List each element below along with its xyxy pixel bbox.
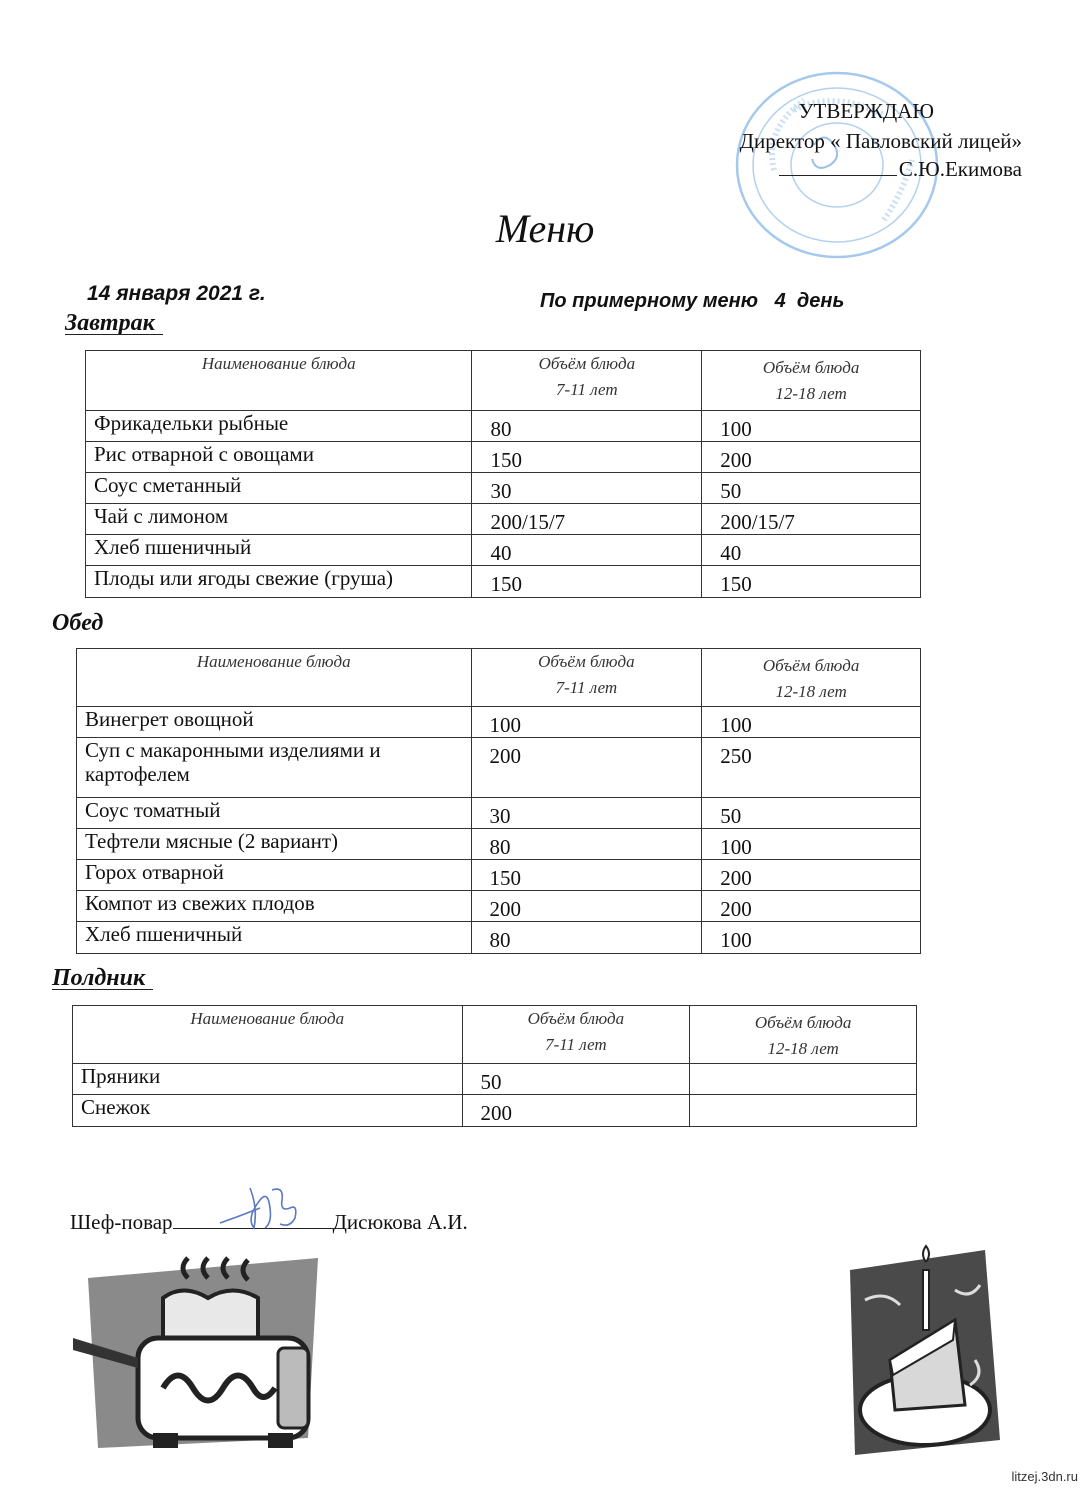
dish-name: Рис отварной с овощами — [86, 442, 472, 473]
cake-illustration — [835, 1240, 1005, 1465]
approval-name: С.Ю.Екимова — [898, 157, 1022, 181]
dish-name: Винегрет овощной — [77, 707, 472, 738]
table-row — [86, 504, 921, 535]
volume-12-18 — [690, 1064, 917, 1095]
header-volume-12-18: Объём блюда 12-18 лет — [702, 649, 921, 707]
table-row — [77, 860, 921, 891]
dish-name: Хлеб пшеничный — [77, 922, 472, 954]
volume-12-18: 100 — [702, 922, 921, 954]
menu-basis: По примерному меню 4 день — [540, 290, 845, 312]
table-row — [86, 411, 921, 442]
approval-heading: УТВЕРЖДАЮ — [798, 99, 934, 123]
section-title-breakfast: Завтрак — [65, 310, 155, 336]
table-header-row — [86, 351, 921, 411]
volume-7-11: 200/15/7 — [472, 504, 702, 535]
table-row — [77, 829, 921, 860]
approval-block — [740, 96, 1022, 184]
table-row — [77, 922, 921, 954]
table-row — [77, 891, 921, 922]
volume-7-11: 100 — [471, 707, 702, 738]
dish-name: Соус томатный — [77, 798, 472, 829]
dish-name: Фрикадельки рыбные — [86, 411, 472, 442]
chef-label: Шеф-повар — [70, 1210, 173, 1234]
volume-7-11: 80 — [471, 829, 702, 860]
menu-date: 14 января 2021 г. — [87, 282, 266, 305]
dish-name: Хлеб пшеничный — [86, 535, 472, 566]
breakfast-table — [85, 350, 921, 598]
dish-name: Горох отварной — [77, 860, 472, 891]
header-dish-name: Наименование блюда — [77, 649, 472, 707]
table-row — [73, 1095, 917, 1127]
volume-7-11: 200 — [471, 891, 702, 922]
dish-name: Тефтели мясные (2 вариант) — [77, 829, 472, 860]
table-row — [86, 473, 921, 504]
table-row — [77, 738, 921, 798]
volume-7-11: 200 — [462, 1095, 690, 1127]
dish-name: Пряники — [73, 1064, 463, 1095]
volume-7-11: 40 — [472, 535, 702, 566]
chef-name: Дисюкова А.И. — [332, 1210, 468, 1234]
header-dish-name: Наименование блюда — [86, 351, 472, 411]
approval-position: Директор « Павловский лицей» — [739, 129, 1022, 153]
volume-7-11: 50 — [462, 1064, 690, 1095]
header-volume-7-11: Объём блюда 7-11 лет — [462, 1006, 690, 1064]
page-title: Меню — [495, 206, 595, 251]
volume-12-18: 50 — [702, 473, 921, 504]
volume-7-11: 30 — [472, 473, 702, 504]
volume-12-18: 50 — [702, 798, 921, 829]
volume-12-18: 100 — [702, 411, 921, 442]
volume-12-18: 200 — [702, 860, 921, 891]
volume-7-11: 80 — [472, 411, 702, 442]
site-watermark: litzej.3dn.ru — [1011, 1469, 1078, 1484]
volume-12-18: 40 — [702, 535, 921, 566]
table-row — [86, 442, 921, 473]
header-dish-name: Наименование блюда — [73, 1006, 463, 1064]
volume-12-18: 100 — [702, 829, 921, 860]
table-row — [86, 566, 921, 598]
section-title-lunch: Обед — [52, 610, 104, 636]
dish-name: Чай с лимоном — [86, 504, 472, 535]
dish-name: Компот из свежих плодов — [77, 891, 472, 922]
header-volume-12-18: Объём блюда 12-18 лет — [702, 351, 921, 411]
snack-table — [72, 1005, 917, 1127]
toaster-illustration — [68, 1238, 328, 1466]
handwritten-signature — [210, 1178, 310, 1238]
table-row — [77, 798, 921, 829]
volume-7-11: 200 — [471, 738, 702, 798]
volume-7-11: 150 — [472, 442, 702, 473]
header-volume-12-18: Объём блюда 12-18 лет — [690, 1006, 917, 1064]
table-row — [77, 707, 921, 738]
approval-signature-line — [740, 154, 1022, 184]
volume-12-18: 100 — [702, 707, 921, 738]
volume-7-11: 80 — [471, 922, 702, 954]
volume-7-11: 150 — [471, 860, 702, 891]
header-volume-7-11: Объём блюда 7-11 лет — [471, 649, 702, 707]
lunch-table — [76, 648, 921, 954]
volume-12-18: 200 — [702, 442, 921, 473]
table-header-row — [77, 649, 921, 707]
table-header-row — [73, 1006, 917, 1064]
volume-12-18: 150 — [702, 566, 921, 598]
volume-7-11: 30 — [471, 798, 702, 829]
volume-12-18: 250 — [702, 738, 921, 798]
volume-12-18: 200/15/7 — [702, 504, 921, 535]
signature-blank — [779, 157, 897, 176]
volume-7-11: 150 — [472, 566, 702, 598]
dish-name: Соус сметанный — [86, 473, 472, 504]
volume-12-18: 200 — [702, 891, 921, 922]
table-row — [86, 535, 921, 566]
dish-name: Плоды или ягоды свежие (груша) — [86, 566, 472, 598]
volume-12-18 — [690, 1095, 917, 1127]
header-volume-7-11: Объём блюда 7-11 лет — [472, 351, 702, 411]
dish-name: Суп с макаронными изделиями и картофелем — [77, 738, 472, 798]
section-title-snack: Полдник — [52, 965, 146, 991]
dish-name: Снежок — [73, 1095, 463, 1127]
table-row — [73, 1064, 917, 1095]
